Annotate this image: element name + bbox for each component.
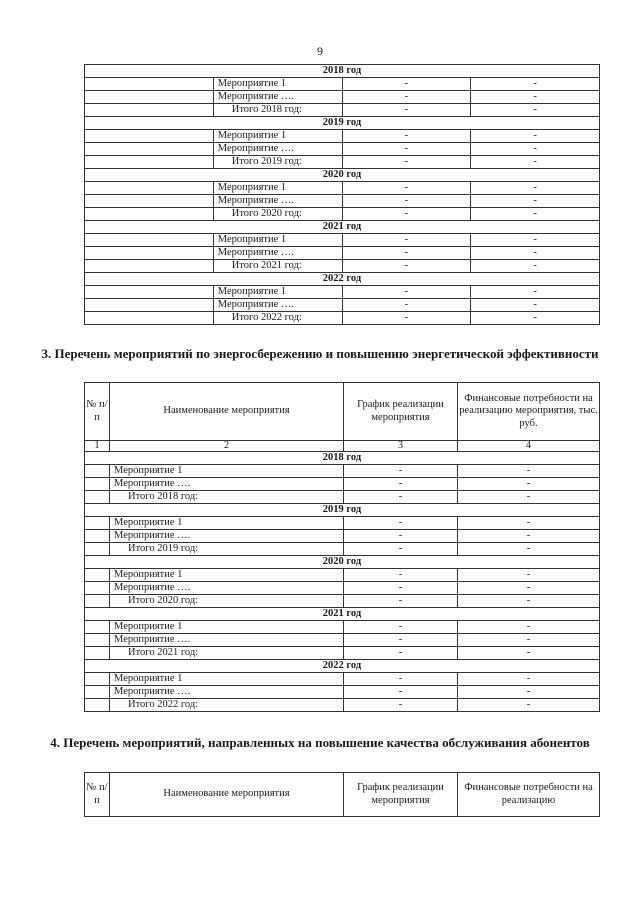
row-number bbox=[85, 647, 110, 660]
row-finance: - bbox=[471, 208, 600, 221]
row-finance: - bbox=[458, 478, 600, 491]
section-4-title: 4. Перечень мероприятий, направленных на повышение качества обслуживания абонентов bbox=[50, 735, 590, 750]
table-row bbox=[85, 130, 600, 143]
col-index: 4 bbox=[458, 441, 600, 452]
row-event-name: Мероприятие 1 bbox=[110, 621, 344, 634]
row-schedule: - bbox=[342, 247, 471, 260]
col-index: 3 bbox=[344, 441, 458, 452]
year-row bbox=[85, 660, 600, 673]
table-row bbox=[85, 78, 600, 91]
header-schedule: График реализации мероприятия bbox=[344, 773, 458, 817]
table-row bbox=[85, 582, 600, 595]
row-schedule: - bbox=[344, 673, 458, 686]
row-schedule: - bbox=[342, 91, 471, 104]
year-row bbox=[85, 556, 600, 569]
table-row bbox=[85, 208, 600, 221]
header-num: № п/п bbox=[85, 383, 110, 441]
row-number bbox=[85, 686, 110, 699]
row-schedule: - bbox=[342, 195, 471, 208]
row-number bbox=[85, 130, 214, 143]
year-label: 2020 год bbox=[85, 556, 600, 569]
row-event-name: Мероприятие …. bbox=[110, 686, 344, 699]
row-event-name: Мероприятие …. bbox=[110, 634, 344, 647]
row-schedule: - bbox=[344, 465, 458, 478]
row-event-name: Мероприятие 1 bbox=[110, 517, 344, 530]
row-number bbox=[85, 299, 214, 312]
row-finance: - bbox=[471, 156, 600, 169]
row-finance: - bbox=[471, 247, 600, 260]
row-number bbox=[85, 78, 214, 91]
table-row bbox=[85, 569, 600, 582]
row-event-name: Мероприятие …. bbox=[213, 195, 342, 208]
row-schedule: - bbox=[344, 478, 458, 491]
table-energy-saving bbox=[84, 382, 600, 712]
table-row bbox=[85, 312, 600, 325]
table-row bbox=[85, 478, 600, 491]
row-finance: - bbox=[471, 143, 600, 156]
header-finance: Финансовые потребности на реализацию мероприятия, тыс. руб. bbox=[458, 383, 600, 441]
row-finance: - bbox=[471, 299, 600, 312]
year-row bbox=[85, 452, 600, 465]
row-finance: - bbox=[458, 569, 600, 582]
page-number: 9 bbox=[317, 44, 323, 58]
table-row bbox=[85, 530, 600, 543]
row-total-label: Итого 2019 год: bbox=[213, 156, 342, 169]
table-header bbox=[85, 383, 600, 452]
row-schedule: - bbox=[342, 286, 471, 299]
row-finance: - bbox=[458, 621, 600, 634]
row-schedule: - bbox=[344, 517, 458, 530]
row-event-name: Мероприятие 1 bbox=[110, 569, 344, 582]
year-label: 2018 год bbox=[85, 65, 600, 78]
row-number bbox=[85, 208, 214, 221]
col-index: 2 bbox=[110, 441, 344, 452]
year-label: 2019 год bbox=[85, 504, 600, 517]
row-number bbox=[85, 543, 110, 556]
row-schedule: - bbox=[342, 156, 471, 169]
year-label: 2020 год bbox=[85, 169, 600, 182]
row-finance: - bbox=[458, 686, 600, 699]
row-event-name: Мероприятие …. bbox=[213, 91, 342, 104]
table-row bbox=[85, 595, 600, 608]
row-event-name: Мероприятие 1 bbox=[110, 673, 344, 686]
row-number bbox=[85, 582, 110, 595]
row-number bbox=[85, 621, 110, 634]
row-number bbox=[85, 673, 110, 686]
year-label: 2021 год bbox=[85, 608, 600, 621]
row-number bbox=[85, 634, 110, 647]
row-event-name: Мероприятие 1 bbox=[213, 286, 342, 299]
row-number bbox=[85, 491, 110, 504]
year-label: 2022 год bbox=[85, 273, 600, 286]
row-finance: - bbox=[471, 91, 600, 104]
row-number bbox=[85, 247, 214, 260]
table-row bbox=[85, 91, 600, 104]
row-schedule: - bbox=[342, 130, 471, 143]
row-schedule: - bbox=[344, 686, 458, 699]
row-schedule: - bbox=[344, 634, 458, 647]
row-schedule: - bbox=[342, 208, 471, 221]
row-schedule: - bbox=[342, 78, 471, 91]
table-row bbox=[85, 104, 600, 117]
row-number bbox=[85, 569, 110, 582]
row-schedule: - bbox=[342, 312, 471, 325]
row-total-label: Итого 2021 год: bbox=[213, 260, 342, 273]
row-number bbox=[85, 91, 214, 104]
row-schedule: - bbox=[344, 569, 458, 582]
row-number bbox=[85, 260, 214, 273]
row-event-name: Мероприятие …. bbox=[213, 143, 342, 156]
row-schedule: - bbox=[344, 699, 458, 712]
row-number bbox=[85, 286, 214, 299]
year-label: 2019 год bbox=[85, 117, 600, 130]
row-event-name: Мероприятие 1 bbox=[213, 78, 342, 91]
row-schedule: - bbox=[344, 491, 458, 504]
year-row bbox=[85, 273, 600, 286]
table-row bbox=[85, 621, 600, 634]
table-row bbox=[85, 517, 600, 530]
row-finance: - bbox=[471, 130, 600, 143]
table-row bbox=[85, 634, 600, 647]
table-row bbox=[85, 260, 600, 273]
col-index: 1 bbox=[85, 441, 110, 452]
table-row bbox=[85, 299, 600, 312]
header-num: № п/п bbox=[85, 773, 110, 817]
section-3-title: 3. Перечень мероприятий по энергосбережению и повышению энергетической эффективности bbox=[41, 346, 599, 361]
row-finance: - bbox=[458, 595, 600, 608]
year-row bbox=[85, 117, 600, 130]
row-event-name: Мероприятие …. bbox=[213, 299, 342, 312]
row-finance: - bbox=[458, 673, 600, 686]
row-total-label: Итого 2020 год: bbox=[110, 595, 344, 608]
row-number bbox=[85, 699, 110, 712]
row-total-label: Итого 2021 год: bbox=[110, 647, 344, 660]
row-finance: - bbox=[458, 517, 600, 530]
year-label: 2018 год bbox=[85, 452, 600, 465]
row-schedule: - bbox=[344, 582, 458, 595]
row-finance: - bbox=[471, 182, 600, 195]
row-total-label: Итого 2020 год: bbox=[213, 208, 342, 221]
table-row bbox=[85, 234, 600, 247]
row-finance: - bbox=[471, 312, 600, 325]
row-number bbox=[85, 595, 110, 608]
row-finance: - bbox=[458, 699, 600, 712]
table-row bbox=[85, 182, 600, 195]
header-finance: Финансовые потребности на реализацию bbox=[458, 773, 600, 817]
row-finance: - bbox=[458, 465, 600, 478]
row-schedule: - bbox=[342, 182, 471, 195]
table-row bbox=[85, 143, 600, 156]
header-name: Наименование мероприятия bbox=[110, 383, 344, 441]
year-row bbox=[85, 504, 600, 517]
row-number bbox=[85, 517, 110, 530]
row-event-name: Мероприятие …. bbox=[213, 247, 342, 260]
row-event-name: Мероприятие 1 bbox=[110, 465, 344, 478]
year-row bbox=[85, 65, 600, 78]
table-row bbox=[85, 491, 600, 504]
row-schedule: - bbox=[344, 621, 458, 634]
table-row bbox=[85, 543, 600, 556]
row-number bbox=[85, 143, 214, 156]
year-row bbox=[85, 221, 600, 234]
table-customer-service bbox=[84, 772, 600, 817]
table-row bbox=[85, 686, 600, 699]
row-number bbox=[85, 312, 214, 325]
row-finance: - bbox=[471, 260, 600, 273]
row-finance: - bbox=[471, 195, 600, 208]
row-total-label: Итого 2019 год: bbox=[110, 543, 344, 556]
year-row bbox=[85, 608, 600, 621]
table-row bbox=[85, 286, 600, 299]
row-number bbox=[85, 478, 110, 491]
row-number bbox=[85, 104, 214, 117]
row-total-label: Итого 2022 год: bbox=[213, 312, 342, 325]
row-event-name: Мероприятие …. bbox=[110, 478, 344, 491]
row-finance: - bbox=[471, 104, 600, 117]
header-schedule: График реализации мероприятия bbox=[344, 383, 458, 441]
row-schedule: - bbox=[342, 260, 471, 273]
year-label: 2022 год bbox=[85, 660, 600, 673]
row-event-name: Мероприятие 1 bbox=[213, 182, 342, 195]
table-row bbox=[85, 465, 600, 478]
row-schedule: - bbox=[342, 299, 471, 312]
row-finance: - bbox=[458, 647, 600, 660]
table-body bbox=[85, 65, 600, 325]
table-row bbox=[85, 699, 600, 712]
row-schedule: - bbox=[342, 104, 471, 117]
year-row bbox=[85, 169, 600, 182]
table-row bbox=[85, 673, 600, 686]
row-event-name: Мероприятие 1 bbox=[213, 130, 342, 143]
table-header bbox=[85, 773, 600, 817]
row-schedule: - bbox=[344, 530, 458, 543]
row-event-name: Мероприятие 1 bbox=[213, 234, 342, 247]
row-total-label: Итого 2018 год: bbox=[213, 104, 342, 117]
row-finance: - bbox=[471, 286, 600, 299]
row-number bbox=[85, 156, 214, 169]
row-finance: - bbox=[458, 530, 600, 543]
row-schedule: - bbox=[342, 143, 471, 156]
table-row bbox=[85, 195, 600, 208]
row-finance: - bbox=[471, 234, 600, 247]
row-schedule: - bbox=[344, 595, 458, 608]
row-number bbox=[85, 234, 214, 247]
row-event-name: Мероприятие …. bbox=[110, 530, 344, 543]
row-total-label: Итого 2022 год: bbox=[110, 699, 344, 712]
table-continued bbox=[84, 64, 600, 325]
table-row bbox=[85, 247, 600, 260]
table-row bbox=[85, 156, 600, 169]
row-schedule: - bbox=[344, 543, 458, 556]
year-label: 2021 год bbox=[85, 221, 600, 234]
row-schedule: - bbox=[342, 234, 471, 247]
row-finance: - bbox=[471, 78, 600, 91]
row-finance: - bbox=[458, 491, 600, 504]
row-number bbox=[85, 195, 214, 208]
row-finance: - bbox=[458, 634, 600, 647]
row-number bbox=[85, 182, 214, 195]
row-number bbox=[85, 465, 110, 478]
row-event-name: Мероприятие …. bbox=[110, 582, 344, 595]
row-finance: - bbox=[458, 582, 600, 595]
row-finance: - bbox=[458, 543, 600, 556]
table-body bbox=[85, 452, 600, 712]
table-row bbox=[85, 647, 600, 660]
row-total-label: Итого 2018 год: bbox=[110, 491, 344, 504]
row-number bbox=[85, 530, 110, 543]
row-schedule: - bbox=[344, 647, 458, 660]
header-name: Наименование мероприятия bbox=[110, 773, 344, 817]
